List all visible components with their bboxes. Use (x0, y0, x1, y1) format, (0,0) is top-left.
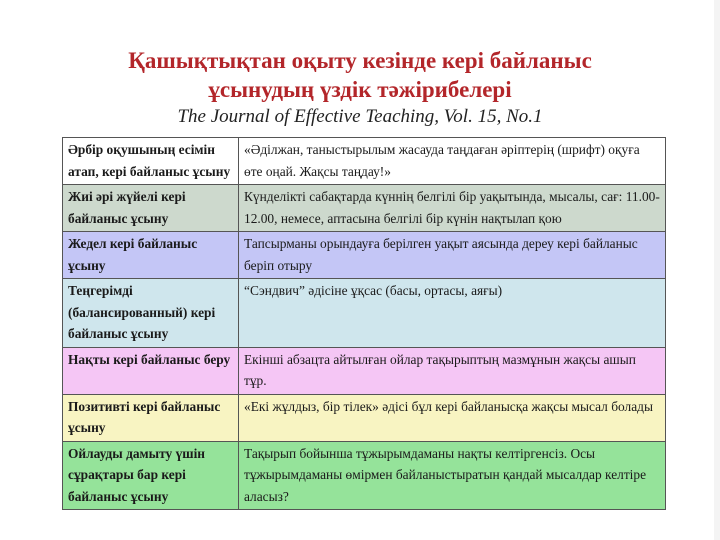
example-cell: «Екі жұлдыз, бір тілек» әдісі бұл кері байланысқа жақсы мысал болады (239, 394, 666, 441)
table-row (63, 279, 666, 348)
example-cell: «Әділжан, таныстырылым жасауда таңдаған әріптерің (шрифт) оқуға өте оңай. Жақсы таңдау!» (239, 138, 666, 185)
slide-title (40, 46, 680, 104)
example-cell: Күнделікті сабақтарда күннің белгілі бір уақытында, мысалы, сағ: 11.00-12.00, немесе, аптасына белгілі бір күнін нақтылап қою (239, 185, 666, 232)
practice-cell: Теңгерімді (балансированный) кері байланыс ұсыну (63, 279, 239, 348)
practice-cell: Жиі әрі жүйелі кері байланыс ұсыну (63, 185, 239, 232)
journal-citation: The Journal of Effective Teaching, Vol. 15, No.1 (177, 106, 543, 127)
table-row (63, 394, 666, 441)
example-cell: Тақырып бойынша тұжырымдаманы нақты келтіргенсіз. Осы тұжырымдаманы өмірмен байланыстыратын қандай мысалдар келтіре аласыз? (239, 441, 666, 510)
example-cell: “Сэндвич” әдісіне ұқсас (басы, ортасы, аяғы) (239, 279, 666, 348)
table-row (63, 347, 666, 394)
example-cell: Екінші абзацта айтылған ойлар тақырыптың мазмұнын жақсы ашып тұр. (239, 347, 666, 394)
feedback-practices-table (62, 137, 666, 510)
title-line-2: ұсынудың үздік тәжірибелері (208, 77, 512, 102)
practice-cell: Жедел кері байланыс ұсыну (63, 232, 239, 279)
title-line-1: Қашықтықтан оқыту кезінде кері байланыс (128, 48, 592, 73)
practice-cell: Позитивті кері байланыс ұсыну (63, 394, 239, 441)
example-cell: Тапсырманы орындауға берілген уақыт аясында дереу кері байланыс беріп отыру (239, 232, 666, 279)
table-row (63, 232, 666, 279)
practice-cell: Ойлауды дамыту үшін сұрақтары бар кері байланыс ұсыну (63, 441, 239, 510)
slide-edge (714, 0, 720, 540)
practice-cell: Әрбір оқушының есімін атап, кері байланыс ұсыну (63, 138, 239, 185)
table-row (63, 441, 666, 510)
table-row (63, 185, 666, 232)
table-row (63, 138, 666, 185)
practice-cell: Нақты кері байланыс беру (63, 347, 239, 394)
